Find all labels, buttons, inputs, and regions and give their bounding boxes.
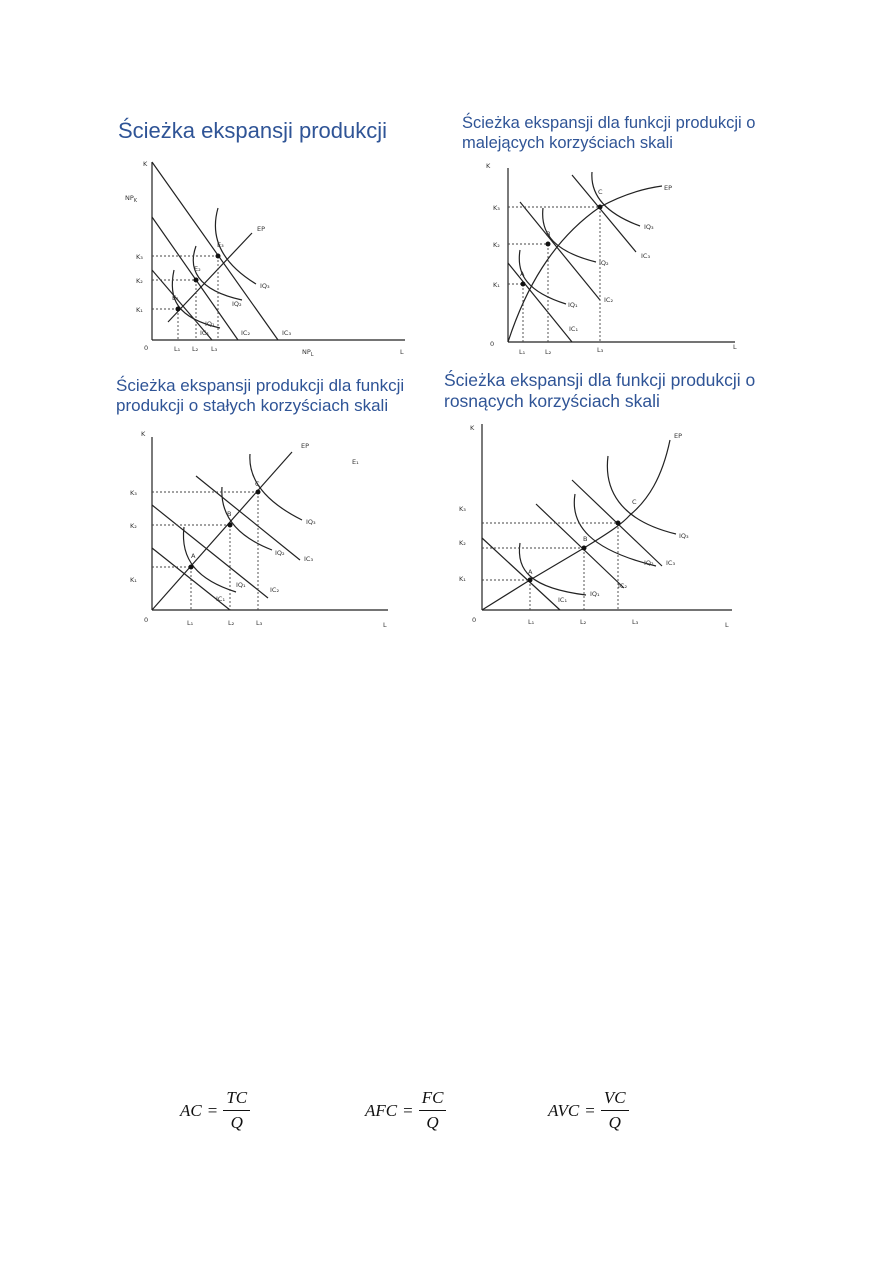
isocost-ic1 — [482, 538, 560, 610]
isocost-ic3 — [152, 162, 278, 340]
svg-text:0: 0 — [472, 616, 477, 624]
figure-decreasing-returns — [482, 158, 744, 358]
label-l: L — [400, 348, 404, 356]
svg-text:L₁: L₁ — [187, 619, 194, 627]
svg-text:C: C — [632, 498, 637, 506]
svg-text:IC₂: IC₂ — [618, 582, 628, 590]
svg-text:IQ₃: IQ₃ — [644, 223, 654, 231]
point-b — [228, 523, 233, 528]
svg-text:IC₂: IC₂ — [604, 296, 614, 304]
svg-text:IC₃: IC₃ — [641, 252, 651, 260]
point-c — [616, 521, 621, 526]
svg-text:EP: EP — [674, 432, 683, 440]
svg-text:L₃: L₃ — [256, 619, 263, 627]
svg-text:C: C — [598, 188, 603, 196]
label-k: K — [143, 160, 148, 168]
svg-text:IQ₁: IQ₁ — [568, 301, 578, 309]
svg-text:B: B — [546, 230, 551, 238]
svg-text:IC₁: IC₁ — [216, 595, 226, 603]
isocost-ic3 — [572, 175, 636, 252]
point-c — [598, 205, 603, 210]
svg-text:K: K — [470, 424, 475, 432]
svg-text:K₁: K₁ — [493, 281, 500, 289]
label-ic1: IC₁ — [200, 329, 210, 337]
svg-text:L: L — [383, 621, 387, 629]
svg-text:IQ₃: IQ₃ — [306, 518, 316, 526]
svg-text:A: A — [528, 568, 533, 576]
svg-text:IQ₂: IQ₂ — [644, 559, 654, 567]
svg-text:L₃: L₃ — [597, 346, 604, 354]
svg-text:0: 0 — [490, 340, 495, 348]
isocost-ic2 — [152, 505, 268, 598]
svg-text:B: B — [227, 510, 232, 518]
label-origin: 0 — [144, 344, 149, 352]
svg-text:IC₁: IC₁ — [558, 596, 568, 604]
formula-average-fixed-cost: AFC = $\frac{FC}{Q}$ — [365, 1088, 446, 1133]
label-k1: K₁ — [136, 306, 143, 314]
svg-text:IC₃: IC₃ — [304, 555, 314, 563]
svg-text:IC₁: IC₁ — [569, 325, 579, 333]
label-l3: L₃ — [211, 345, 218, 353]
label-e3: E₃ — [217, 241, 224, 249]
svg-text:K₃: K₃ — [493, 204, 500, 212]
point-e2 — [194, 278, 199, 283]
point-a — [528, 578, 533, 583]
svg-text:K₃: K₃ — [130, 489, 137, 497]
svg-text:E₁: E₁ — [352, 458, 359, 466]
expansion-path-ep — [482, 440, 670, 610]
svg-text:B: B — [583, 535, 588, 543]
label-iq2: IQ₂ — [232, 300, 242, 308]
expansion-path-ep — [508, 186, 662, 342]
figure-expansion-path — [118, 155, 418, 360]
svg-text:L₃: L₃ — [632, 618, 639, 626]
svg-text:A: A — [191, 552, 196, 560]
title-expansion-path: Ścieżka ekspansji produkcji — [118, 118, 388, 143]
title-decreasing-returns: Ścieżka ekspansji dla funkcji produkcji o malejących korzyściach skali — [462, 114, 756, 152]
figure-increasing-returns — [459, 420, 742, 632]
svg-text:IC₃: IC₃ — [666, 559, 676, 567]
svg-text:IQ₁: IQ₁ — [590, 590, 600, 598]
svg-text:IQ₂: IQ₂ — [275, 549, 285, 557]
label-ep: EP — [257, 225, 266, 233]
fraction: $\frac{FC}{Q}$ — [419, 1088, 447, 1133]
svg-text:K: K — [141, 430, 146, 438]
svg-text:L₁: L₁ — [519, 348, 526, 356]
point-e1 — [176, 307, 181, 312]
isoquant-iq2 — [574, 494, 656, 566]
svg-text:IQ₂: IQ₂ — [599, 259, 609, 267]
svg-text:K₁: K₁ — [459, 575, 466, 583]
isoquant-iq2 — [222, 487, 272, 550]
svg-text:L₂: L₂ — [228, 619, 235, 627]
svg-text:K: K — [486, 162, 491, 170]
fraction: $\frac{VC}{Q}$ — [601, 1088, 629, 1133]
label-e2: E₂ — [194, 265, 201, 273]
svg-text:EP: EP — [664, 184, 673, 192]
svg-text:K₂: K₂ — [493, 241, 500, 249]
svg-text:IC₂: IC₂ — [270, 586, 280, 594]
label-npl: $NP_L$ — [302, 348, 314, 358]
svg-text:IQ₁: IQ₁ — [236, 581, 246, 589]
point-b — [582, 546, 587, 551]
svg-text:L: L — [725, 621, 729, 629]
fraction: $\frac{TC}{Q}$ — [223, 1088, 250, 1133]
label-k3: K₃ — [136, 253, 143, 261]
svg-text:K₂: K₂ — [459, 539, 466, 547]
label-npk: $NP_K$ — [125, 194, 138, 204]
label-ic3: IC₃ — [282, 329, 292, 337]
svg-text:L: L — [733, 343, 737, 351]
title-increasing-returns: Ścieżka ekspansji dla funkcji produkcji o rosnących korzyściach skali — [444, 370, 756, 411]
svg-text:L₂: L₂ — [580, 618, 587, 626]
label-ic2: IC₂ — [241, 329, 251, 337]
formula-lhs: AFC — [365, 1100, 398, 1120]
svg-text:L₂: L₂ — [545, 348, 552, 356]
isocost-ic3 — [196, 476, 300, 560]
point-a — [189, 565, 194, 570]
point-a — [521, 282, 526, 287]
svg-text:C: C — [255, 480, 260, 488]
svg-text:0: 0 — [144, 616, 149, 624]
svg-text:K₁: K₁ — [130, 576, 137, 584]
label-iq1: IQ₁ — [205, 320, 215, 328]
svg-text:L₁: L₁ — [528, 618, 535, 626]
svg-text:IQ₃: IQ₃ — [679, 532, 689, 540]
figure-constant-returns — [120, 425, 405, 630]
formula-lhs: AC — [180, 1100, 202, 1120]
label-iq3: IQ₃ — [260, 282, 270, 290]
point-b — [546, 242, 551, 247]
point-e3 — [216, 254, 221, 259]
label-e1: E₁ — [172, 294, 179, 302]
svg-text:A: A — [520, 270, 525, 278]
formula-average-cost: AC = $\frac{TC}{Q}$ — [180, 1088, 250, 1133]
formula-lhs: AVC — [548, 1100, 580, 1120]
label-l2: L₂ — [192, 345, 199, 353]
point-c — [256, 490, 261, 495]
svg-text:K₂: K₂ — [130, 522, 137, 530]
label-l1: L₁ — [174, 345, 181, 353]
svg-text:EP: EP — [301, 442, 310, 450]
formula-average-variable-cost: AVC = $\frac{VC}{Q}$ — [548, 1088, 629, 1133]
svg-text:K₃: K₃ — [459, 505, 466, 513]
label-k2: K₂ — [136, 277, 143, 285]
title-constant-returns: Ścieżka ekspansji produkcji dla funkcji produkcji o stałych korzyściach skali — [116, 376, 405, 416]
